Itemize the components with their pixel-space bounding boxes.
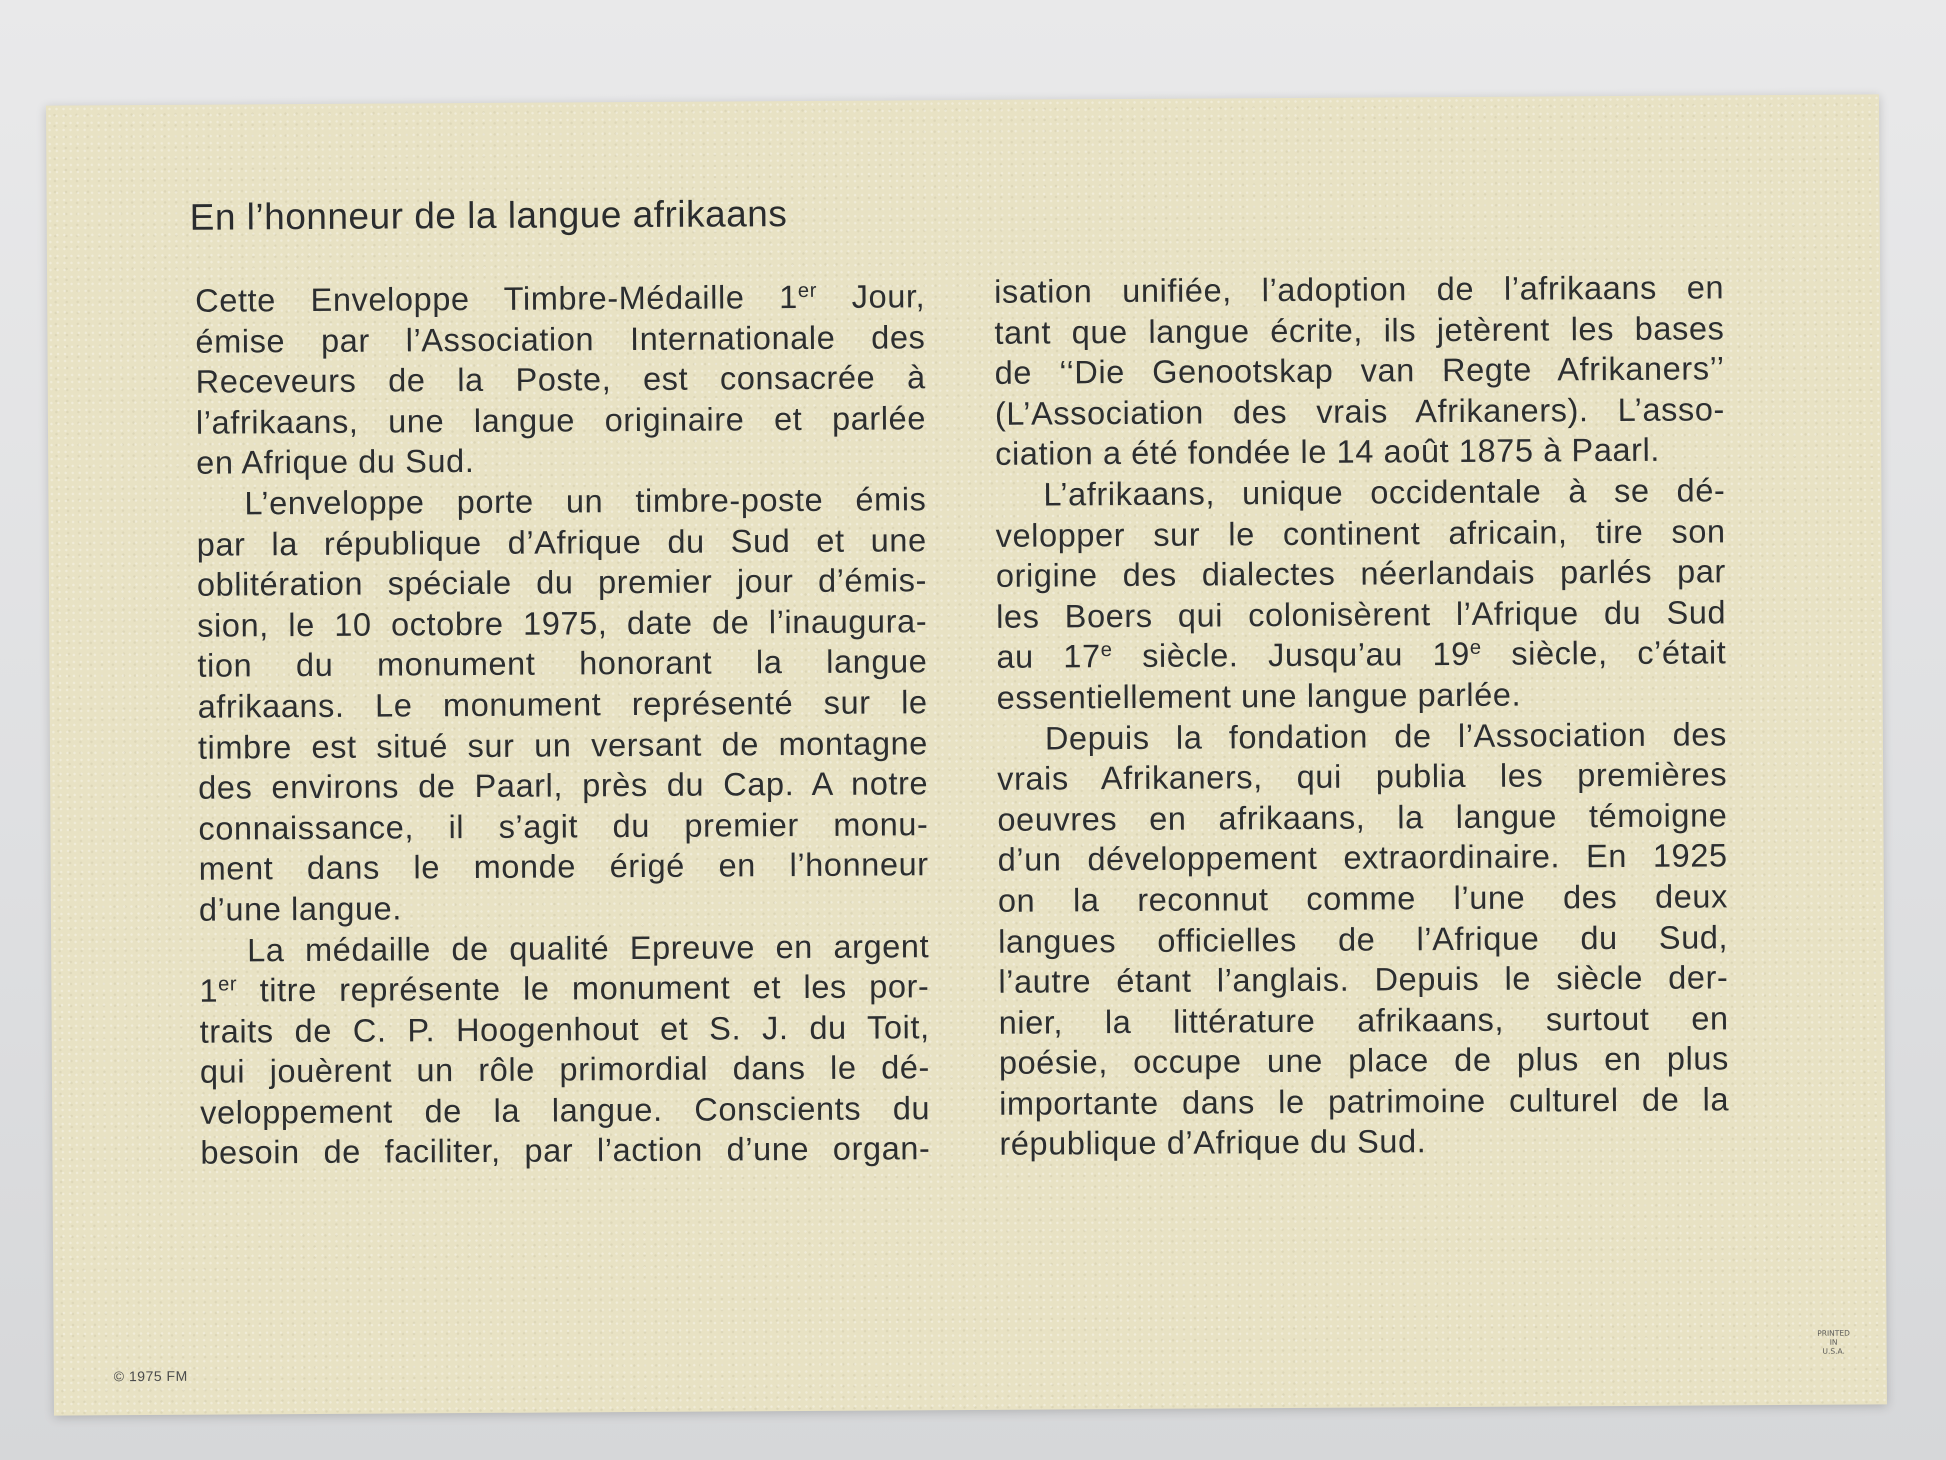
printed-mark-line: U.S.A. [1822,1346,1845,1356]
text-line: Depuis la fondation de l’Association des [1044,715,1727,757]
text-line: essentiellement une langue parlée. [996,676,1522,716]
text-line: sion, le 10 octobre 1975, date de l’inaugura- [197,602,928,644]
text-line: oeuvres en afrikaans, la langue témoigne [997,797,1728,838]
text-line: tion du monument honorant la langue [197,643,928,685]
text-line: des environs de Paarl, près du Cap. A notre [198,765,929,806]
printed-mark-line: IN [1829,1337,1838,1347]
text-line: république d’Afrique du Sud. [999,1123,1427,1163]
text-line: connaissance, il s’agit du premier monu- [198,805,929,847]
text-line: origine des dialectes néerlandais parlés par [995,553,1727,594]
text-line: afrikaans. Le monument représenté sur le [197,684,928,725]
text-line: l’autre étant l’anglais. Depuis le siècle der- [998,959,1729,1000]
text-line: tant que langue écrite, ils jetèrent les bases [994,309,1725,351]
text-line: vrais Afrikaners, qui publia les premières [997,756,1728,797]
copyright-notice: © 1975 FM [113,1367,188,1385]
text-line: besoin de faciliter, par l’action d’une organ- [200,1130,931,1172]
text-line: 1er titre représente le monument et les por- [199,968,930,1009]
text-line: oblitération spéciale du premier jour d’émis- [196,562,928,603]
text-line: d’un développement extraordinaire. En 1925 [997,837,1728,879]
printed-mark-line: PRINTED [1817,1328,1850,1338]
text-line: qui jouèrent un rôle primordial dans le dé- [199,1049,931,1090]
text-line: ciation a été fondée le 14 août 1875 à Paarl. [995,432,1661,473]
text-line: l’afrikaans, une langue originaire et parlée [195,400,927,441]
text-line: au 17e siècle. Jusqu’au 19e siècle, c’était [996,634,1727,676]
document-card [46,94,1887,1415]
left-column [195,276,930,1174]
text-line: émise par l’Association Internationale des [195,318,926,360]
text-line: en Afrique du Sud. [196,443,475,482]
text-line: timbre est situé sur un versant de montagne [197,724,929,766]
text-line: importante dans le patrimoine culturel de la [999,1081,1730,1122]
printed-in-usa-mark [1806,1329,1862,1365]
text-line: ment dans le monde érigé en l’honneur [198,846,929,888]
text-line: de ‘‘Die Genootskap van Regte Afrikaners’’ [994,350,1725,392]
text-line: Cette Enveloppe Timbre-Médaille 1er Jour, [195,278,926,319]
text-line: poésie, occupe une place de plus en plus [998,1040,1729,1082]
text-line: on la reconnut comme l’une des deux [997,878,1728,919]
text-line: isation unifiée, l’adoption de l’afrikaans en [994,269,1725,310]
text-line: L’afrikaans, unique occidentale à se dé- [1043,472,1726,513]
text-line: veloppement de la langue. Conscients du [200,1090,931,1131]
text-line: par la république d’Afrique du Sud et une [196,521,927,563]
text-line: nier, la littérature afrikaans, surtout en [998,1000,1729,1041]
text-line: d’une langue. [198,890,403,928]
text-line: L’enveloppe porte un timbre-poste émis [244,481,927,522]
text-line: La médaille de qualité Epreuve en argent [247,927,930,968]
text-line: langues officielles de l’Afrique du Sud, [998,918,1729,960]
text-line: les Boers qui colonisèrent l’Afrique du Sud [996,594,1727,635]
right-column [994,267,1729,1165]
text-line: Receveurs de la Poste, est consacrée à [195,359,926,400]
text-line: velopper sur le continent africain, tire son [995,512,1726,554]
text-line: traits de C. P. Hoogenhout et S. J. du Toit, [199,1008,930,1050]
document-title: En l’honneur de la langue afrikaans [189,193,788,238]
text-line: (L’Association des vrais Afrikaners). L’asso- [994,391,1726,432]
